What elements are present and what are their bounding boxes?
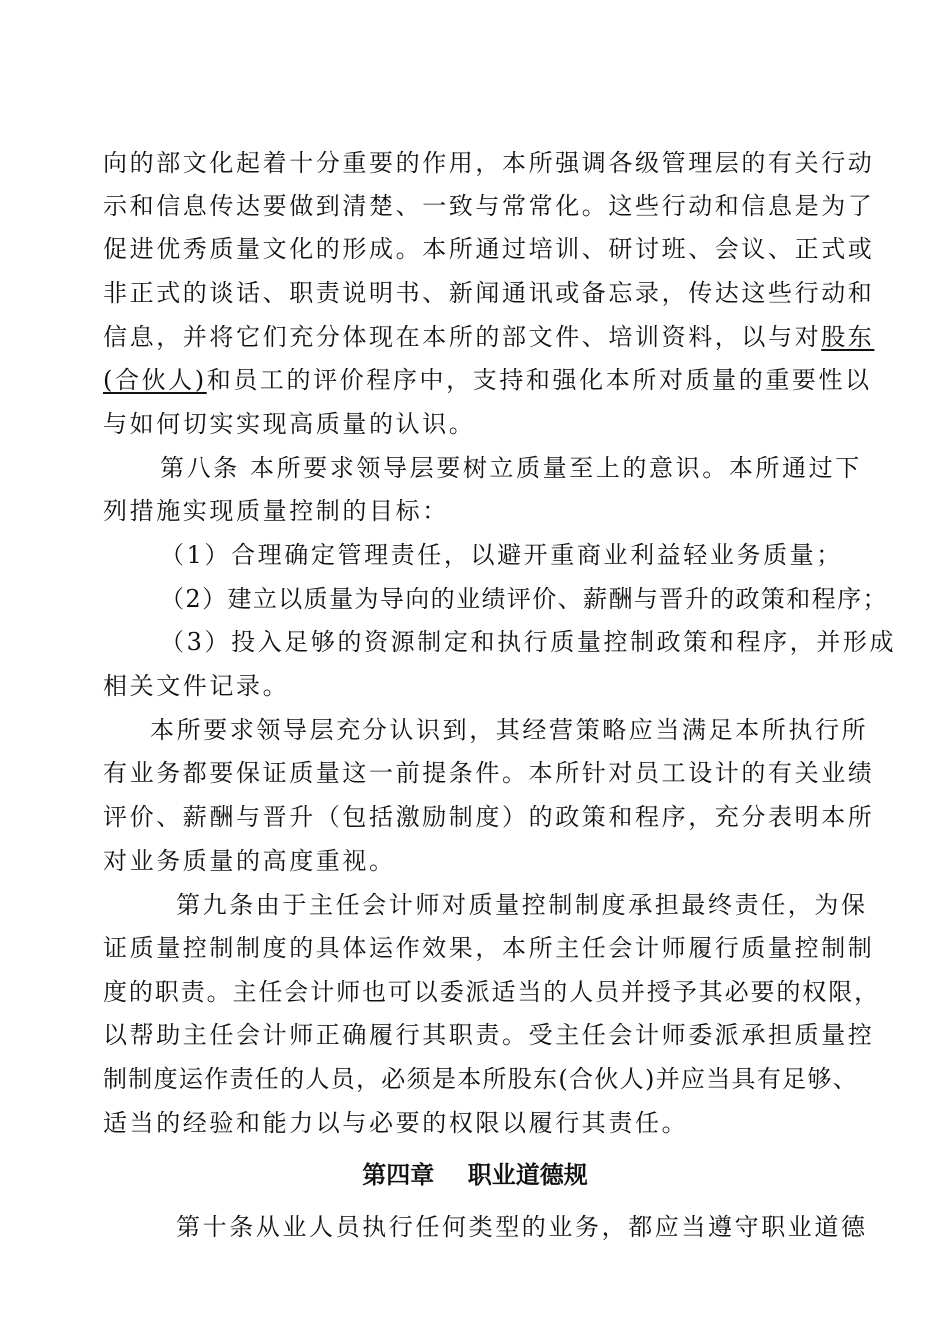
list-item-3: （3）投入足够的资源制定和执行质量控制政策和程序，并形成 bbox=[160, 628, 897, 656]
underlined-term: (合伙人) bbox=[103, 366, 207, 394]
chapter-heading: 第四章 职业道德规 bbox=[362, 1161, 588, 1189]
paragraph-line: 度的职责。主任会计师也可以委派适当的人员并授予其必要的权限， bbox=[103, 978, 880, 1006]
paragraph-line: 示和信息传达要做到清楚、一致与常常化。这些行动和信息是为了 bbox=[103, 192, 875, 220]
paragraph-line: 以帮助主任会计师正确履行其职责。受主任会计师委派承担质量控 bbox=[103, 1021, 875, 1049]
paragraph-line: 促进优秀质量文化的形成。本所通过培训、研讨班、会议、正式或 bbox=[103, 235, 875, 263]
paragraph-line: 有业务都要保证质量这一前提条件。本所针对员工设计的有关业绩 bbox=[103, 759, 875, 787]
paragraph-line: 对业务质量的高度重视。 bbox=[103, 847, 396, 875]
article-9-line: 第九条由于主任会计师对质量控制制度承担最终责任，为保 bbox=[176, 891, 868, 919]
paragraph-line: 制制度运作责任的人员，必须是本所股东(合伙人)并应当具有足够、 bbox=[103, 1065, 859, 1093]
article-10-line: 第十条从业人员执行任何类型的业务，都应当遵守职业道德 bbox=[176, 1213, 868, 1241]
paragraph-line bbox=[103, 322, 875, 352]
paragraph-line bbox=[103, 365, 872, 395]
list-item-2: （2）建立以质量为导向的业绩评价、薪酬与晋升的政策和程序； bbox=[160, 585, 888, 613]
paragraph-line: 相关文件记录。 bbox=[103, 672, 290, 700]
line-text: 信息，并将它们充分体现在本所的部文件、培训资料，以与对 bbox=[103, 323, 822, 351]
paragraph-line: 向的部文化起着十分重要的作用，本所强调各级管理层的有关行动 bbox=[103, 149, 875, 177]
paragraph-line: 本所要求领导层充分认识到，其经营策略应当满足本所执行所 bbox=[150, 716, 869, 744]
line-text: 和员工的评价程序中，支持和强化本所对质量的重要性以 bbox=[206, 366, 872, 394]
underlined-term: 股东 bbox=[821, 323, 875, 351]
paragraph-line: 与如何切实实现高质量的认识。 bbox=[103, 410, 476, 438]
article-8-line: 第八条 本所要求领导层要树立质量至上的意识。本所通过下 bbox=[160, 454, 862, 482]
paragraph-line: 评价、薪酬与晋升（包括激励制度）的政策和程序，充分表明本所 bbox=[103, 803, 875, 831]
list-item-1: （1）合理确定管理责任，以避开重商业利益轻业务质量； bbox=[160, 541, 843, 569]
paragraph-line: 适当的经验和能力以与必要的权限以履行其责任。 bbox=[103, 1109, 689, 1137]
paragraph-line: 非正式的谈话、职责说明书、新闻通讯或备忘录，传达这些行动和 bbox=[103, 279, 875, 307]
paragraph-line: 列措施实现质量控制的目标： bbox=[103, 497, 449, 525]
paragraph-line: 证质量控制制度的具体运作效果，本所主任会计师履行质量控制制 bbox=[103, 934, 875, 962]
